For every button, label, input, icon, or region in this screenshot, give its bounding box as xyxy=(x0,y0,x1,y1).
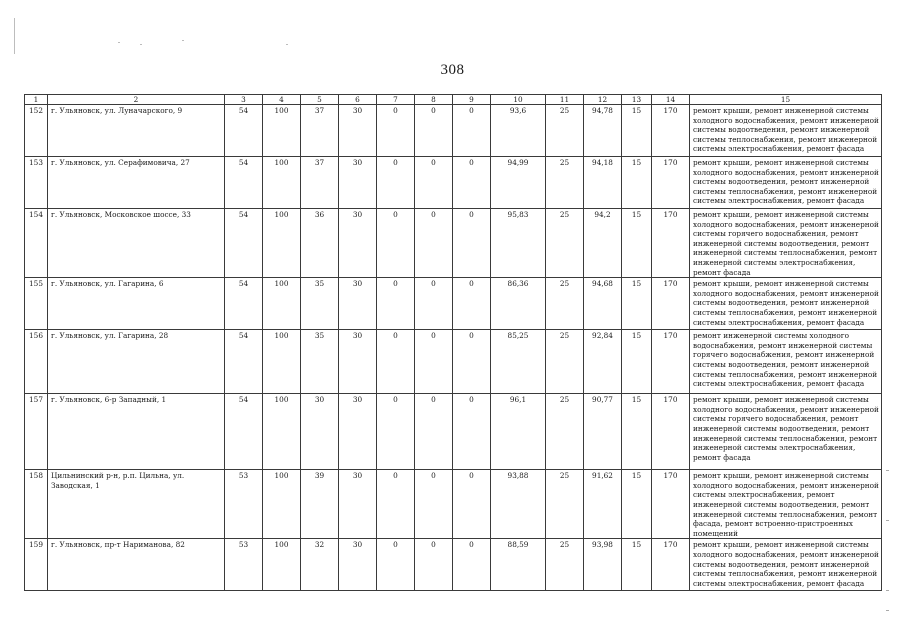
column-number-header: 12 xyxy=(584,95,622,105)
value-cell-c10: 86,36 xyxy=(491,278,546,330)
value-cell-c9: 0 xyxy=(453,470,491,539)
value-cell-c9: 0 xyxy=(453,209,491,278)
table-row xyxy=(25,278,882,330)
works-cell: ремонт крыши, ремонт инженерной системы холодного водоснабжения, ремонт инженерной системы водоотведения, ремонт инженерной системы теплоснабжения, ремонт инженерной системы электроснабжения, ремонт фасада xyxy=(690,157,882,209)
address-cell: Цильнинский р-н, р.п. Цильна, ул. Заводская, 1 xyxy=(48,470,225,539)
value-cell-c4: 100 xyxy=(263,209,301,278)
value-cell-c8: 0 xyxy=(415,209,453,278)
value-cell-c6: 30 xyxy=(339,539,377,591)
value-cell-c13: 15 xyxy=(622,105,652,157)
value-cell-c12: 94,78 xyxy=(584,105,622,157)
works-cell: ремонт крыши, ремонт инженерной системы холодного водоснабжения, ремонт инженерной системы водоотведения, ремонт инженерной системы теплоснабжения, ремонт инженерной системы электроснабжения, ремонт фасада xyxy=(690,278,882,330)
value-cell-c4: 100 xyxy=(263,539,301,591)
scan-artifact xyxy=(886,610,889,611)
value-cell-c7: 0 xyxy=(377,394,415,470)
value-cell-c7: 0 xyxy=(377,470,415,539)
works-cell: ремонт крыши, ремонт инженерной системы холодного водоснабжения, ремонт инженерной системы водоотведения, ремонт инженерной системы теплоснабжения, ремонт инженерной системы электроснабжения, ремонт фасада xyxy=(690,105,882,157)
value-cell-c8: 0 xyxy=(415,278,453,330)
column-number-header: 10 xyxy=(491,95,546,105)
value-cell-c3: 54 xyxy=(225,209,263,278)
value-cell-c7: 0 xyxy=(377,330,415,394)
value-cell-c10: 93,6 xyxy=(491,105,546,157)
value-cell-c12: 94,2 xyxy=(584,209,622,278)
scan-artifact xyxy=(286,44,288,45)
row-number-cell: 158 xyxy=(25,470,48,539)
value-cell-c10: 95,83 xyxy=(491,209,546,278)
value-cell-c12: 93,98 xyxy=(584,539,622,591)
value-cell-c9: 0 xyxy=(453,394,491,470)
value-cell-c13: 15 xyxy=(622,157,652,209)
value-cell-c11: 25 xyxy=(546,330,584,394)
column-number-header: 4 xyxy=(263,95,301,105)
address-cell: г. Ульяновск, ул. Луначарского, 9 xyxy=(48,105,225,157)
value-cell-c11: 25 xyxy=(546,394,584,470)
scan-artifact xyxy=(886,470,889,471)
value-cell-c4: 100 xyxy=(263,157,301,209)
column-number-header: 5 xyxy=(301,95,339,105)
value-cell-c13: 15 xyxy=(622,470,652,539)
value-cell-c5: 37 xyxy=(301,157,339,209)
value-cell-c4: 100 xyxy=(263,278,301,330)
value-cell-c9: 0 xyxy=(453,278,491,330)
value-cell-c5: 30 xyxy=(301,394,339,470)
column-number-header: 14 xyxy=(652,95,690,105)
value-cell-c8: 0 xyxy=(415,539,453,591)
value-cell-c8: 0 xyxy=(415,157,453,209)
value-cell-c11: 25 xyxy=(546,539,584,591)
table-row xyxy=(25,330,882,394)
value-cell-c12: 91,62 xyxy=(584,470,622,539)
value-cell-c14: 170 xyxy=(652,330,690,394)
value-cell-c3: 54 xyxy=(225,394,263,470)
value-cell-c9: 0 xyxy=(453,157,491,209)
value-cell-c8: 0 xyxy=(415,330,453,394)
value-cell-c13: 15 xyxy=(622,330,652,394)
value-cell-c6: 30 xyxy=(339,209,377,278)
repair-program-table xyxy=(24,94,882,591)
value-cell-c3: 53 xyxy=(225,470,263,539)
value-cell-c4: 100 xyxy=(263,470,301,539)
scan-artifact xyxy=(14,18,15,54)
value-cell-c6: 30 xyxy=(339,157,377,209)
row-number-cell: 159 xyxy=(25,539,48,591)
value-cell-c14: 170 xyxy=(652,278,690,330)
column-number-header: 9 xyxy=(453,95,491,105)
value-cell-c12: 94,18 xyxy=(584,157,622,209)
value-cell-c3: 54 xyxy=(225,278,263,330)
value-cell-c14: 170 xyxy=(652,470,690,539)
value-cell-c14: 170 xyxy=(652,157,690,209)
value-cell-c3: 54 xyxy=(225,157,263,209)
table-row xyxy=(25,105,882,157)
works-cell: ремонт крыши, ремонт инженерной системы холодного водоснабжения, ремонт инженерной системы горячего водоснабжения, ремонт инженерной системы водоотведения, ремонт инженерной системы теплоснабжения, ремонт инженерной системы электроснабжения, ремонт фасада xyxy=(690,394,882,470)
value-cell-c10: 96,1 xyxy=(491,394,546,470)
value-cell-c11: 25 xyxy=(546,105,584,157)
column-number-header: 7 xyxy=(377,95,415,105)
value-cell-c9: 0 xyxy=(453,330,491,394)
column-number-header: 13 xyxy=(622,95,652,105)
row-number-cell: 156 xyxy=(25,330,48,394)
value-cell-c13: 15 xyxy=(622,209,652,278)
works-cell: ремонт крыши, ремонт инженерной системы холодного водоснабжения, ремонт инженерной системы горячего водоснабжения, ремонт инженерной системы водоотведения, ремонт инженерной системы теплоснабжения, ремонт инженерной системы электроснабжения, ремонт фасада xyxy=(690,209,882,278)
value-cell-c14: 170 xyxy=(652,394,690,470)
row-number-cell: 153 xyxy=(25,157,48,209)
scan-artifact xyxy=(182,40,184,41)
works-cell: ремонт крыши, ремонт инженерной системы холодного водоснабжения, ремонт инженерной системы водоотведения, ремонт инженерной системы теплоснабжения, ремонт инженерной системы электроснабжения, ремонт фасада xyxy=(690,539,882,591)
value-cell-c11: 25 xyxy=(546,157,584,209)
column-number-row xyxy=(25,95,882,105)
table-row xyxy=(25,539,882,591)
value-cell-c14: 170 xyxy=(652,105,690,157)
address-cell: г. Ульяновск, пр-т Нариманова, 82 xyxy=(48,539,225,591)
column-number-header: 15 xyxy=(690,95,882,105)
column-number-header: 8 xyxy=(415,95,453,105)
table-row xyxy=(25,157,882,209)
value-cell-c5: 37 xyxy=(301,105,339,157)
table-row xyxy=(25,209,882,278)
address-cell: г. Ульяновск, ул. Гагарина, 28 xyxy=(48,330,225,394)
address-cell: г. Ульяновск, ул. Гагарина, 6 xyxy=(48,278,225,330)
value-cell-c5: 32 xyxy=(301,539,339,591)
value-cell-c14: 170 xyxy=(652,539,690,591)
value-cell-c11: 25 xyxy=(546,470,584,539)
value-cell-c9: 0 xyxy=(453,105,491,157)
scan-artifact xyxy=(140,44,142,45)
value-cell-c7: 0 xyxy=(377,539,415,591)
value-cell-c7: 0 xyxy=(377,209,415,278)
row-number-cell: 152 xyxy=(25,105,48,157)
value-cell-c7: 0 xyxy=(377,278,415,330)
scan-artifact xyxy=(118,42,120,43)
column-number-header: 3 xyxy=(225,95,263,105)
value-cell-c6: 30 xyxy=(339,278,377,330)
value-cell-c5: 39 xyxy=(301,470,339,539)
table-row xyxy=(25,470,882,539)
value-cell-c5: 35 xyxy=(301,330,339,394)
works-cell: ремонт инженерной системы холодного водоснабжения, ремонт инженерной системы горячего водоснабжения, ремонт инженерной системы водоотведения, ремонт инженерной системы теплоснабжения, ремонт инженерной системы электроснабжения, ремонт фасада xyxy=(690,330,882,394)
column-number-header: 6 xyxy=(339,95,377,105)
value-cell-c12: 90,77 xyxy=(584,394,622,470)
value-cell-c11: 25 xyxy=(546,278,584,330)
row-number-cell: 155 xyxy=(25,278,48,330)
value-cell-c5: 35 xyxy=(301,278,339,330)
value-cell-c13: 15 xyxy=(622,278,652,330)
table-row xyxy=(25,394,882,470)
value-cell-c7: 0 xyxy=(377,105,415,157)
value-cell-c7: 0 xyxy=(377,157,415,209)
value-cell-c10: 85,25 xyxy=(491,330,546,394)
value-cell-c4: 100 xyxy=(263,330,301,394)
value-cell-c3: 54 xyxy=(225,330,263,394)
value-cell-c6: 30 xyxy=(339,105,377,157)
value-cell-c3: 54 xyxy=(225,105,263,157)
value-cell-c10: 88,59 xyxy=(491,539,546,591)
value-cell-c10: 94,99 xyxy=(491,157,546,209)
page-number: 308 xyxy=(440,62,465,78)
value-cell-c4: 100 xyxy=(263,105,301,157)
value-cell-c6: 30 xyxy=(339,394,377,470)
table-body xyxy=(25,105,882,591)
value-cell-c12: 92,84 xyxy=(584,330,622,394)
address-cell: г. Ульяновск, ул. Серафимовича, 27 xyxy=(48,157,225,209)
value-cell-c10: 93,88 xyxy=(491,470,546,539)
value-cell-c4: 100 xyxy=(263,394,301,470)
column-number-header: 11 xyxy=(546,95,584,105)
value-cell-c13: 15 xyxy=(622,539,652,591)
scan-artifact xyxy=(886,520,889,521)
value-cell-c13: 15 xyxy=(622,394,652,470)
address-cell: г. Ульяновск, Московское шоссе, 33 xyxy=(48,209,225,278)
value-cell-c12: 94,68 xyxy=(584,278,622,330)
row-number-cell: 154 xyxy=(25,209,48,278)
value-cell-c14: 170 xyxy=(652,209,690,278)
scan-artifact xyxy=(886,590,889,591)
value-cell-c8: 0 xyxy=(415,394,453,470)
value-cell-c3: 53 xyxy=(225,539,263,591)
works-cell: ремонт крыши, ремонт инженерной системы холодного водоснабжения, ремонт инженерной системы электроснабжения, ремонт инженерной системы водоотведения, ремонт инженерной системы теплоснабжения, ремонт фасада, ремонт встроенно-пристроенных помещений xyxy=(690,470,882,539)
value-cell-c8: 0 xyxy=(415,470,453,539)
column-number-header: 1 xyxy=(25,95,48,105)
value-cell-c8: 0 xyxy=(415,105,453,157)
value-cell-c6: 30 xyxy=(339,330,377,394)
value-cell-c5: 36 xyxy=(301,209,339,278)
column-number-header: 2 xyxy=(48,95,225,105)
address-cell: г. Ульяновск, 6-р Западный, 1 xyxy=(48,394,225,470)
value-cell-c11: 25 xyxy=(546,209,584,278)
value-cell-c9: 0 xyxy=(453,539,491,591)
value-cell-c6: 30 xyxy=(339,470,377,539)
row-number-cell: 157 xyxy=(25,394,48,470)
